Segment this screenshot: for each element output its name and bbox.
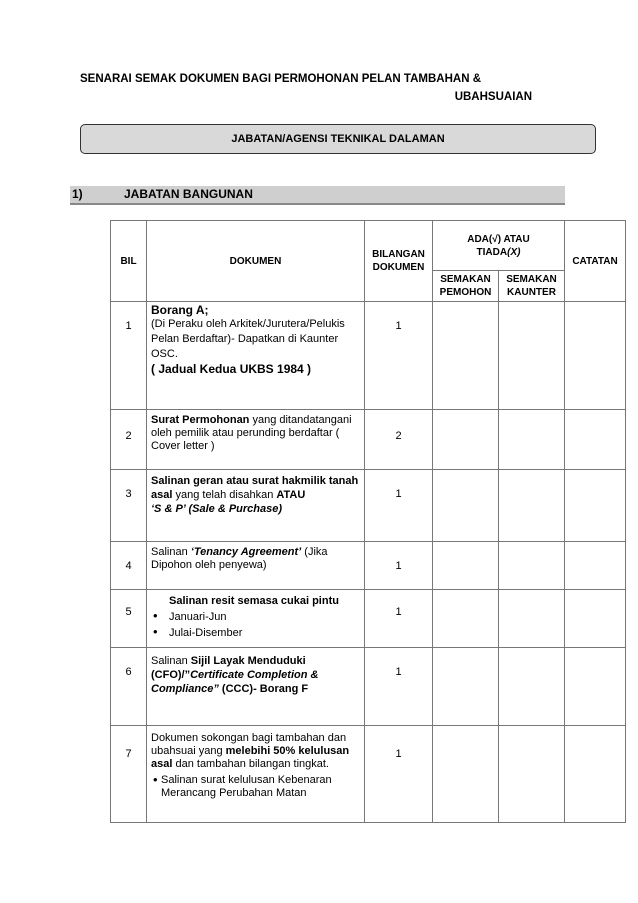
row-qty: 1 <box>365 302 433 410</box>
table-row <box>111 542 626 590</box>
cell-semakan-pemohon[interactable] <box>433 410 499 470</box>
row-dokumen <box>147 410 365 470</box>
row-text: yang ditandatangani oleh pemilik atau perunding berdaftar ( Cover letter ) <box>151 414 352 452</box>
header-catatan: CATATAN <box>565 221 626 302</box>
section-header <box>70 186 565 205</box>
table-row <box>111 302 626 410</box>
cell-semakan-pemohon[interactable] <box>433 648 499 726</box>
row-text: Dokumen sokongan bagi tambahan dan ubahsuai yang <box>151 732 347 757</box>
checklist-table <box>110 220 626 823</box>
row-qty: 1 <box>365 470 433 542</box>
row-dokumen <box>147 590 365 648</box>
row-text: dan tambahan bilangan tingkat. <box>172 758 329 770</box>
row-text: (CCC)- Borang F <box>218 683 309 695</box>
table-row <box>111 590 626 648</box>
row-text: Salinan <box>151 655 191 667</box>
cell-catatan[interactable] <box>565 410 626 470</box>
row-qty: 1 <box>365 542 433 590</box>
header-semakan-kaunter: SEMAKAN KAUNTER <box>499 271 565 302</box>
cell-catatan[interactable] <box>565 726 626 823</box>
header-tiada-mark: (X) <box>507 246 521 258</box>
bullet-item: • Januari-Jun <box>151 609 360 625</box>
table-row <box>111 410 626 470</box>
row-text: yang telah disahkan <box>172 489 277 501</box>
cell-semakan-kaunter[interactable] <box>499 726 565 823</box>
cell-semakan-pemohon[interactable] <box>433 590 499 648</box>
row-qty: 2 <box>365 410 433 470</box>
row-bil: 3 <box>111 470 147 542</box>
cell-catatan[interactable] <box>565 302 626 410</box>
row-text: melebihi 50% kelulusan asal <box>151 745 350 770</box>
row-dokumen <box>147 726 365 823</box>
header-dokumen: DOKUMEN <box>147 221 365 302</box>
cell-catatan[interactable] <box>565 590 626 648</box>
row-text: ATAU <box>276 489 306 501</box>
header-bil: BIL <box>111 221 147 302</box>
row-text: Sijil Layak Menduduki (CFO)/” <box>151 655 306 681</box>
row-bil: 1 <box>111 302 147 410</box>
cell-catatan[interactable] <box>565 470 626 542</box>
cell-semakan-kaunter[interactable] <box>499 410 565 470</box>
row-text: Salinan geran atau surat hakmilik tanah asal <box>151 475 359 501</box>
cell-catatan[interactable] <box>565 648 626 726</box>
row-bil: 4 <box>111 542 147 590</box>
row-bil: 6 <box>111 648 147 726</box>
row-text: ‘Tenancy Agreement’ <box>190 546 302 558</box>
header-ada: ADA(√) ATAU <box>467 233 530 245</box>
header-row <box>111 221 626 271</box>
cell-catatan[interactable] <box>565 542 626 590</box>
cell-semakan-kaunter[interactable] <box>499 648 565 726</box>
section-number: 1) <box>72 187 83 201</box>
row-bil: 7 <box>111 726 147 823</box>
cell-semakan-pemohon[interactable] <box>433 726 499 823</box>
cell-semakan-kaunter[interactable] <box>499 302 565 410</box>
cell-semakan-kaunter[interactable] <box>499 542 565 590</box>
cell-semakan-kaunter[interactable] <box>499 470 565 542</box>
cell-semakan-pemohon[interactable] <box>433 542 499 590</box>
row-dokumen <box>147 542 365 590</box>
row-qty: 1 <box>365 726 433 823</box>
row-text: ( Jadual Kedua UKBS 1984 ) <box>151 362 312 376</box>
table-row <box>111 726 626 823</box>
row-bil: 5 <box>111 590 147 648</box>
header-ada-tiada <box>433 221 565 271</box>
row-dokumen <box>147 648 365 726</box>
row-bil: 2 <box>111 410 147 470</box>
agency-banner: JABATAN/AGENSI TEKNIKAL DALAMAN <box>80 124 596 154</box>
header-bilangan: BILANGAN DOKUMEN <box>365 221 433 302</box>
row-qty: 1 <box>365 648 433 726</box>
row-text: Salinan resit semasa cukai pintu <box>169 595 339 607</box>
header-tiada: TIADA <box>476 246 508 258</box>
table-row <box>111 470 626 542</box>
cell-semakan-kaunter[interactable] <box>499 590 565 648</box>
cell-semakan-pemohon[interactable] <box>433 470 499 542</box>
row-text: ‘S & P’ (Sale & Purchase) <box>151 503 283 515</box>
title-line-2: UBAHSUAIAN <box>454 91 532 103</box>
bullet-item: • Salinan surat kelulusan Kebenaran Merancang Perubahan Matan <box>151 774 360 800</box>
document-title <box>80 70 532 106</box>
row-dokumen <box>147 470 365 542</box>
row-text: (Di Peraku oleh Arkitek/Jurutera/Pelukis Pelan Berdaftar)- Dapatkan di Kaunter OSC. <box>151 318 345 360</box>
header-semakan-pemohon: SEMAKAN PEMOHON <box>433 271 499 302</box>
section-name: JABATAN BANGUNAN <box>124 187 253 201</box>
table-row <box>111 648 626 726</box>
row-text: (Jika Dipohon oleh penyewa) <box>151 546 328 571</box>
row-text: Salinan <box>151 546 191 558</box>
title-line-1: SENARAI SEMAK DOKUMEN BAGI PERMOHONAN PELAN TAMBAHAN & <box>80 73 482 85</box>
row-text: Borang A; <box>151 303 209 317</box>
row-dokumen <box>147 302 365 410</box>
bullet-item: • Julai-Disember <box>151 625 360 641</box>
cell-semakan-pemohon[interactable] <box>433 302 499 410</box>
row-qty: 1 <box>365 590 433 648</box>
row-text: Surat Permohonan <box>151 414 250 426</box>
row-text: Certificate Completion & Compliance” <box>151 669 319 695</box>
